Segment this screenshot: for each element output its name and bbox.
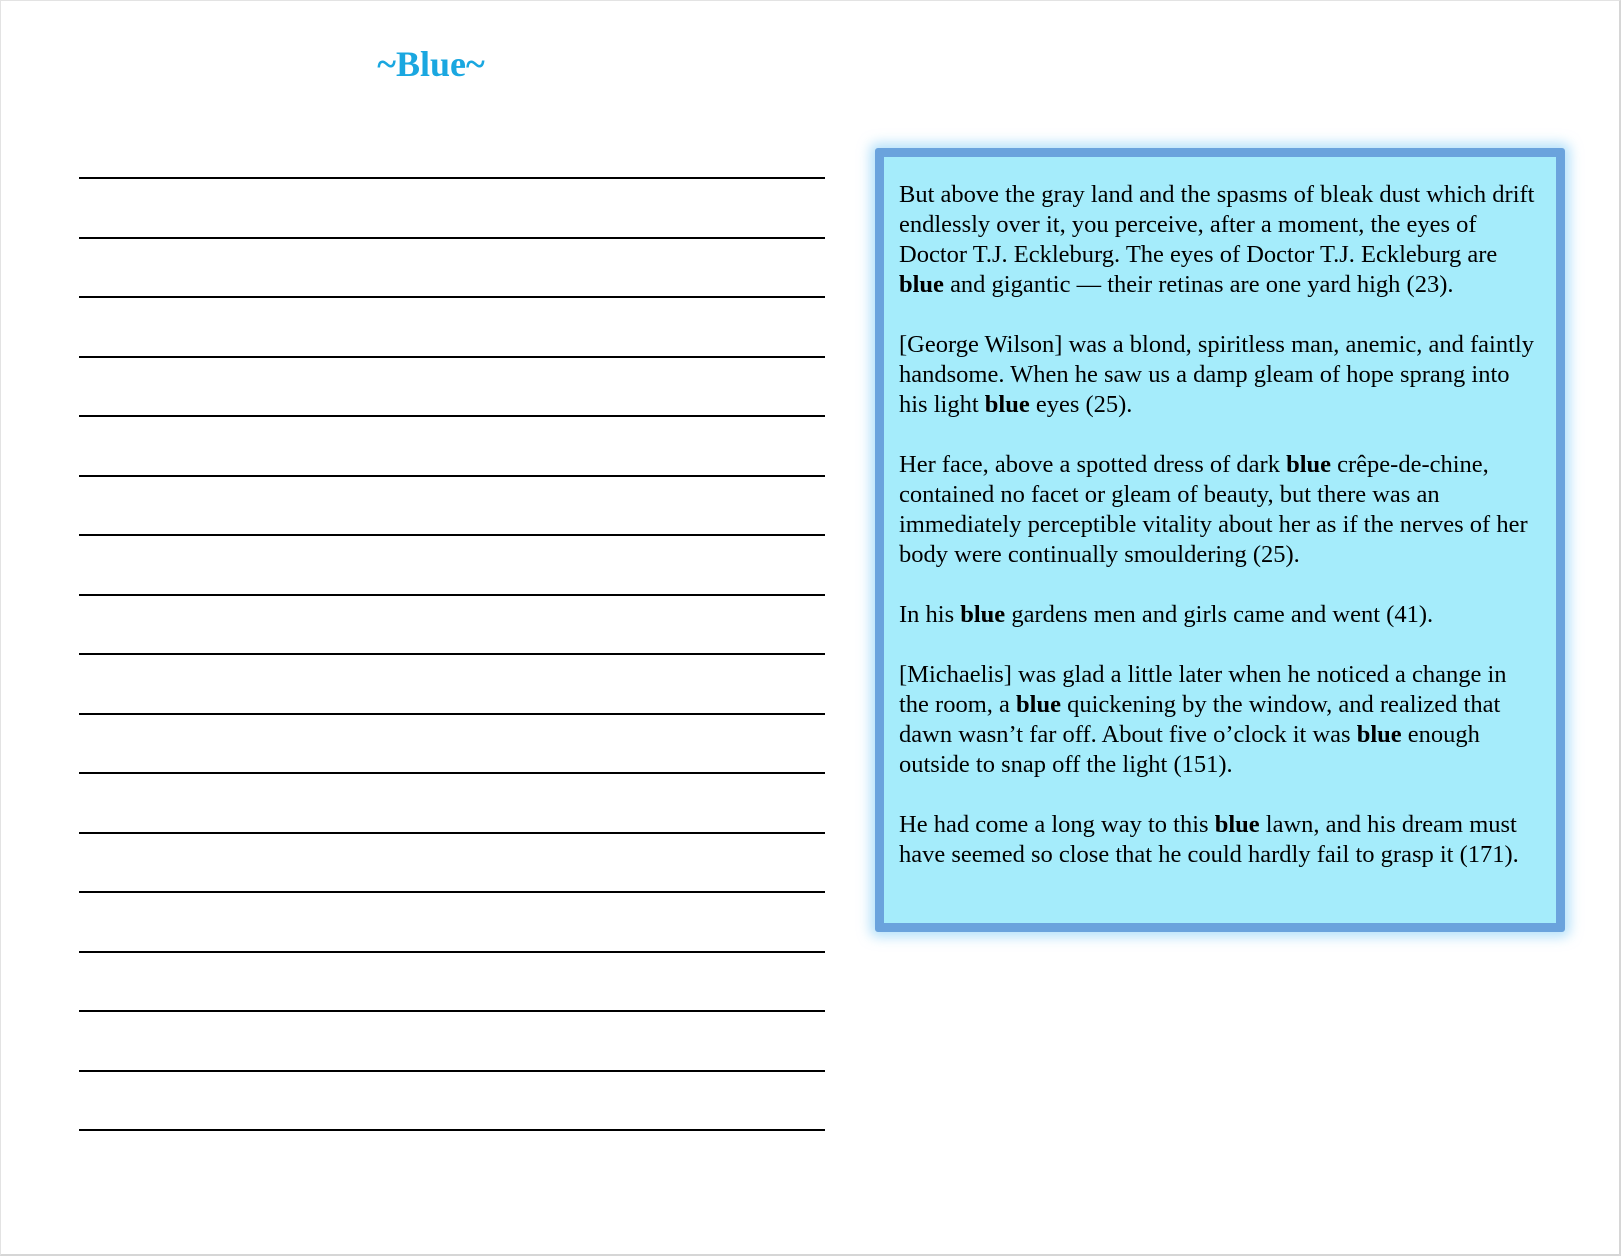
quote-text: and gigantic — their retinas are one yard high (23). bbox=[943, 271, 1454, 298]
highlighted-word: blue bbox=[1214, 811, 1260, 838]
writing-line bbox=[79, 534, 825, 594]
writing-line bbox=[79, 356, 825, 416]
highlighted-word: blue bbox=[899, 271, 944, 298]
writing-line bbox=[79, 296, 825, 356]
quote-paragraph bbox=[899, 450, 1542, 570]
quote-text: [George Wilson] was a blond, spiritless man, anemic, and faintly handsome. When he saw us a damp gleam of hope sprang into his light bbox=[899, 331, 1534, 418]
quote-text: [Michaelis] was glad a little later when he noticed a change in the room, a bbox=[899, 661, 1507, 718]
writing-line bbox=[79, 177, 825, 237]
writing-line bbox=[79, 415, 825, 475]
quote-paragraph bbox=[899, 810, 1542, 870]
quote-paragraph bbox=[899, 600, 1542, 630]
quote-text: lawn, and his dream must have seemed so close that he could hardly fail to grasp it (171). bbox=[899, 811, 1519, 868]
quote-text: quickening by the window, and realized that dawn wasn’t far off. About five o’clock it was bbox=[899, 691, 1501, 748]
highlighted-word: blue bbox=[1016, 691, 1061, 718]
quote-box bbox=[875, 148, 1565, 932]
writing-line bbox=[79, 1010, 825, 1070]
writing-line bbox=[79, 1070, 825, 1130]
highlighted-word: blue bbox=[1356, 721, 1402, 748]
writing-line bbox=[79, 1129, 825, 1189]
quote-text: gardens men and girls came and went (41). bbox=[1005, 601, 1434, 628]
writing-line bbox=[79, 832, 825, 892]
quote-paragraph bbox=[899, 660, 1542, 780]
highlighted-word: blue bbox=[1286, 451, 1332, 478]
writing-line bbox=[79, 653, 825, 713]
quote-text: enough outside to snap off the light (151). bbox=[899, 721, 1480, 778]
writing-line bbox=[79, 772, 825, 832]
writing-line bbox=[79, 237, 825, 297]
quote-paragraph bbox=[899, 180, 1542, 300]
page-title: ~Blue~ bbox=[377, 44, 485, 84]
writing-line bbox=[79, 713, 825, 773]
quote-text: crêpe-de-chine, contained no facet or gleam of beauty, but there was an immediately perceptible vitality about her as if the nerves of her body were continually smouldering (25). bbox=[899, 451, 1528, 568]
writing-line bbox=[79, 951, 825, 1011]
highlighted-word: blue bbox=[984, 391, 1030, 418]
writing-line bbox=[79, 594, 825, 654]
quote-text: In his bbox=[899, 601, 961, 628]
writing-lines bbox=[79, 177, 825, 1189]
quote-text: Her face, above a spotted dress of dark bbox=[899, 451, 1287, 478]
writing-line bbox=[79, 891, 825, 951]
highlighted-word: blue bbox=[960, 601, 1006, 628]
quote-text: But above the gray land and the spasms of bleak dust which drift endlessly over it, you perceive, after a moment, the eyes of Doctor T.J. Eckleburg. The eyes of Doctor T.J. Eckleburg are bbox=[899, 181, 1535, 268]
quote-paragraph bbox=[899, 330, 1542, 420]
quote-text: He had come a long way to this bbox=[899, 811, 1215, 838]
quote-text: eyes (25). bbox=[1029, 391, 1133, 418]
writing-line bbox=[79, 475, 825, 535]
